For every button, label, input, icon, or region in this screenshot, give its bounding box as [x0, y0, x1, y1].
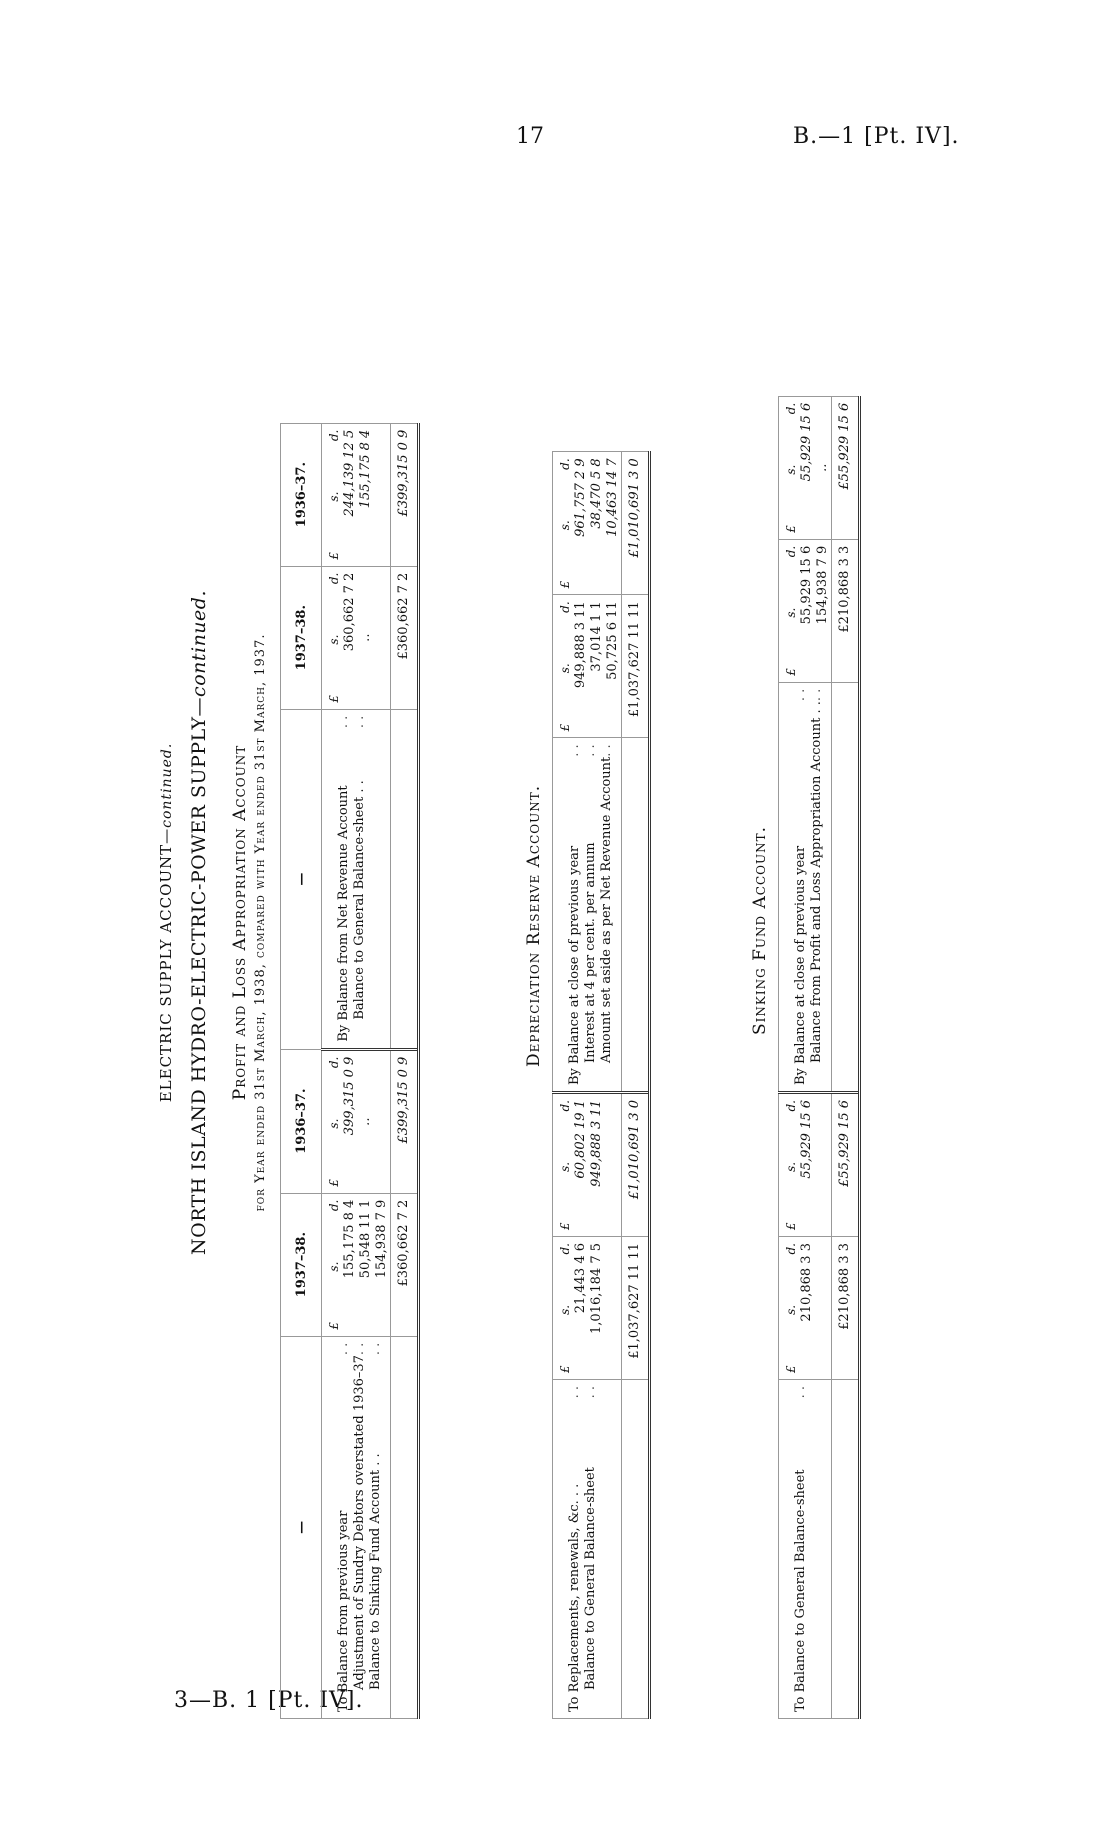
unit-row: £ s. d. [558, 601, 572, 732]
credit-total-1937: £399,315 0 9 [391, 423, 419, 566]
debit-descriptions [553, 1380, 622, 1719]
total-spacer [391, 709, 419, 1049]
debit-amounts-1938 [553, 1237, 622, 1380]
debit-total-1937: £1,010,691 3 0 [622, 1093, 650, 1237]
list-item: Balance to General Balance-sheet . . [583, 1386, 598, 1690]
amount-cell: 949,888 3 11 [589, 1100, 604, 1187]
debit-total-1937: £399,315 0 9 [391, 1049, 419, 1193]
profit-loss-table [280, 423, 420, 1719]
depreciation-table [552, 451, 651, 1719]
amount-cell: 55,929 15 6 [799, 545, 814, 625]
pl-subtitle: for Year ended 31st March, 1938, compared with Year ended 31st March, 1937. [253, 633, 268, 1212]
debit-total-1938: £210,868 3 3 [832, 1237, 860, 1380]
credit-amounts-1937 [322, 423, 391, 566]
amount-cell: 154,938 7 9 [374, 1199, 389, 1279]
table-row [832, 396, 860, 1718]
amount-cell: 21,443 4 6 [573, 1243, 588, 1314]
list-item: To Balance to General Balance-sheet . . [793, 1386, 808, 1712]
debit-descriptions [779, 1380, 832, 1719]
total-spacer [622, 738, 650, 1093]
debit-amounts-1938 [779, 1237, 832, 1380]
col-header-1937: 1936–37. [281, 423, 322, 566]
credit-amounts-1937 [779, 396, 832, 539]
col-header-1938: 1937–38. [281, 566, 322, 709]
list-item: Balance from Profit and Loss Appropriation Account . . . . [809, 688, 824, 1063]
list-item: By Balance at close of previous year . . [567, 744, 582, 1085]
amount-cell: 50,725 6 11 [605, 601, 620, 680]
unit-row: £ s. d. [784, 1243, 798, 1373]
debit-descriptions [322, 1336, 391, 1718]
col-header-1937: 1936–37. [281, 1049, 322, 1193]
sinking-table [778, 396, 861, 1719]
list-item: Adjustment of Sundry Debtors overstated 1936–37 . . [352, 1342, 367, 1690]
list-item: By Balance at close of previous year . . [793, 688, 808, 1085]
unit-row: £ s. d. [327, 1056, 341, 1187]
debit-amounts-1937 [322, 1049, 391, 1193]
debit-total-1937: £55,929 15 6 [832, 1093, 860, 1237]
debit-total-1938: £360,662 7 2 [391, 1193, 419, 1336]
unit-row: £ s. d. [558, 1100, 572, 1230]
amount-cell: 360,662 7 2 [342, 572, 357, 652]
page-number: 17 [516, 124, 544, 149]
amount-cell: 949,888 3 11 [573, 601, 588, 689]
amount-cell: 155,175 8 4 [342, 1199, 357, 1279]
supply-heading: NORTH ISLAND HYDRO-ELECTRIC-POWER SUPPLY—continued. [188, 590, 210, 1255]
list-item: Balance to General Balance-sheet . . . . [352, 715, 367, 1020]
amount-cell: .. [358, 1117, 373, 1126]
amount-cell: 154,938 7 9 [815, 545, 830, 625]
col-header-blank: — [281, 709, 322, 1049]
debit-amounts-1937 [779, 1093, 832, 1237]
amount-cell: 37,014 1 1 [589, 601, 604, 672]
amount-cell: 38,470 5 8 [589, 458, 604, 529]
credit-total-1937: £55,929 15 6 [832, 396, 860, 539]
col-header-blank: — [281, 1336, 322, 1718]
credit-descriptions [322, 709, 391, 1049]
debit-amounts-1938 [322, 1193, 391, 1336]
total-spacer [832, 1380, 860, 1719]
credit-descriptions [553, 738, 622, 1093]
amount-cell: .. [815, 463, 830, 472]
amount-cell: 210,868 3 3 [799, 1243, 814, 1322]
credit-total-1938: £210,868 3 3 [832, 539, 860, 682]
amount-cell: 1,016,184 7 5 [589, 1243, 604, 1334]
credit-amounts-1938 [779, 539, 832, 682]
unit-row: £ s. d. [784, 1100, 798, 1230]
list-item: Interest at 4 per cent. per annum . . [583, 744, 598, 1063]
table-row [391, 423, 419, 1718]
unit-row: £ s. d. [558, 458, 572, 589]
total-spacer [832, 682, 860, 1092]
amount-cell: 50,548 11 1 [358, 1199, 373, 1279]
amount-cell: 60,802 19 1 [573, 1100, 588, 1179]
col-header-1938: 1937–38. [281, 1193, 322, 1336]
amount-cell: .. [358, 633, 373, 642]
amount-cell [374, 1057, 390, 1187]
depreciation-title: Depreciation Reserve Account. [524, 784, 544, 1067]
debit-total-1938: £1,037,627 11 11 [622, 1237, 650, 1380]
list-item: Amount set aside as per Net Revenue Account . . [599, 744, 614, 1063]
amount-cell: 55,929 15 6 [799, 402, 814, 482]
list-item: Balance to Sinking Fund Account . . . . [368, 1342, 383, 1690]
account-heading: ELECTRIC SUPPLY ACCOUNT—continued. [157, 742, 175, 1103]
amount-cell: 399,315 0 9 [342, 1056, 357, 1136]
credit-amounts-1937 [553, 452, 622, 595]
part-reference-top: B.—1 [Pt. IV]. [793, 124, 960, 149]
credit-total-1938: £1,037,627 11 11 [622, 595, 650, 738]
list-item: By Balance from Net Revenue Account . . [336, 715, 351, 1042]
amount-cell: 961,757 2 9 [573, 458, 588, 537]
list-item: To Balance from previous year . . [336, 1342, 351, 1712]
part-reference-bottom: 3—B. 1 [Pt. IV]. [174, 1688, 364, 1713]
pl-title: Profit and Loss Appropriation Account [230, 744, 250, 1101]
unit-row: £ s. d. [558, 1243, 572, 1373]
total-spacer [622, 1380, 650, 1719]
total-spacer [391, 1336, 419, 1718]
credit-amounts-1938 [322, 566, 391, 709]
credit-descriptions [779, 682, 832, 1092]
table-row [622, 452, 650, 1719]
unit-row: £ s. d. [327, 572, 341, 703]
amount-cell: 244,139 12 5 [342, 429, 357, 517]
sinking-title: Sinking Fund Account. [750, 825, 770, 1035]
credit-total-1938: £360,662 7 2 [391, 566, 419, 709]
unit-row: £ s. d. [784, 545, 798, 676]
unit-row: £ s. d. [327, 1199, 341, 1330]
amount-cell: 155,175 8 4 [358, 429, 373, 509]
amount-cell: 55,929 15 6 [799, 1100, 814, 1179]
debit-amounts-1937 [553, 1093, 622, 1237]
unit-row: £ s. d. [784, 402, 798, 533]
credit-total-1937: £1,010,691 3 0 [622, 452, 650, 595]
unit-row: £ s. d. [327, 429, 341, 560]
list-item: To Replacements, renewals, &c. . . . . [567, 1386, 582, 1712]
credit-amounts-1938 [553, 595, 622, 738]
amount-cell: 10,463 14 7 [605, 458, 620, 537]
